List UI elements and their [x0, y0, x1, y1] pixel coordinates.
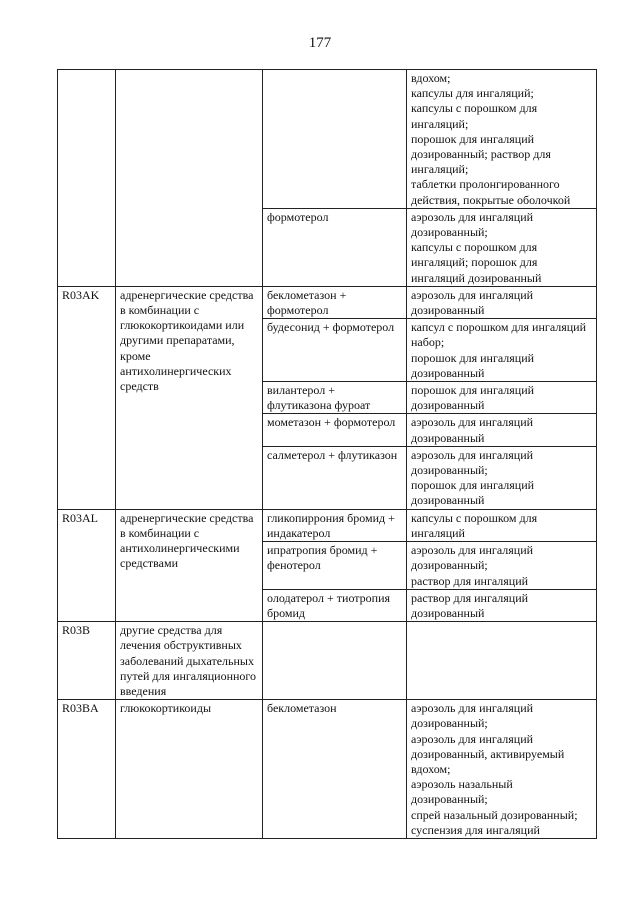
inn-cell: беклометазон [263, 700, 407, 839]
dosage-form-cell: вдохом; капсулы для ингаляций; капсулы с порошком для ингаляций; порошок для ингаляций дозированный; раствор для ингаляций; таблетки пролонгированного действия, покрытые оболочкой [407, 70, 597, 209]
inn-cell: гликопиррония бромид + индакатерол [263, 509, 407, 541]
dosage-form-cell: аэрозоль для ингаляций дозированный [407, 286, 597, 318]
dosage-form-cell: капсулы с порошком для ингаляций [407, 509, 597, 541]
table-row [58, 509, 597, 541]
inn-cell: мометазон + формотерол [263, 414, 407, 446]
inn-cell: олодатерол + тиотропия бромид [263, 589, 407, 621]
atc-code-cell: R03BA [58, 700, 116, 839]
table-row [58, 700, 597, 839]
page-number: 177 [308, 35, 332, 51]
table-row [58, 70, 597, 209]
dosage-form-cell [407, 622, 597, 700]
inn-cell: ипратропия бромид + фенотерол [263, 542, 407, 590]
table-row [58, 622, 597, 700]
inn-cell: вилантерол + флутиказона фуроат [263, 382, 407, 414]
inn-cell: будесонид + формотерол [263, 319, 407, 382]
atc-code-cell: R03B [58, 622, 116, 700]
group-name-cell: другие средства для лечения обструктивных заболеваний дыхательных путей для ингаляционного введения [116, 622, 263, 700]
table-row [58, 286, 597, 318]
dosage-form-cell: аэрозоль для ингаляций дозированный; порошок для ингаляций дозированный [407, 446, 597, 509]
dosage-form-cell: аэрозоль для ингаляций дозированный; раствор для ингаляций [407, 542, 597, 590]
atc-code-cell: R03AL [58, 509, 116, 621]
dosage-form-cell: капсул с порошком для ингаляций набор; порошок для ингаляций дозированный [407, 319, 597, 382]
dosage-form-cell: аэрозоль для ингаляций дозированный; капсулы с порошком для ингаляций; порошок для ингаляций дозированный [407, 208, 597, 286]
atc-code-cell [58, 70, 116, 287]
medication-table [57, 69, 597, 839]
dosage-form-cell: раствор для ингаляций дозированный [407, 589, 597, 621]
dosage-form-cell: аэрозоль для ингаляций дозированный [407, 414, 597, 446]
dosage-form-cell: порошок для ингаляций дозированный [407, 382, 597, 414]
group-name-cell: глюкокортикоиды [116, 700, 263, 839]
group-name-cell [116, 70, 263, 287]
atc-code-cell: R03AK [58, 286, 116, 509]
dosage-form-cell: аэрозоль для ингаляций дозированный; аэрозоль для ингаляций дозированный, активируемый вдохом; аэрозоль назальный дозированный; спрей назальный дозированный; суспензия для ингаляций [407, 700, 597, 839]
inn-cell [263, 70, 407, 209]
inn-cell: формотерол [263, 208, 407, 286]
group-name-cell: адренергические средства в комбинации с глюкокортикоидами или другими препаратами, кроме антихолинергических средств [116, 286, 263, 509]
group-name-cell: адренергические средства в комбинации с антихолинергическими средствами [116, 509, 263, 621]
inn-cell: беклометазон + формотерол [263, 286, 407, 318]
inn-cell [263, 622, 407, 700]
inn-cell: салметерол + флутиказон [263, 446, 407, 509]
